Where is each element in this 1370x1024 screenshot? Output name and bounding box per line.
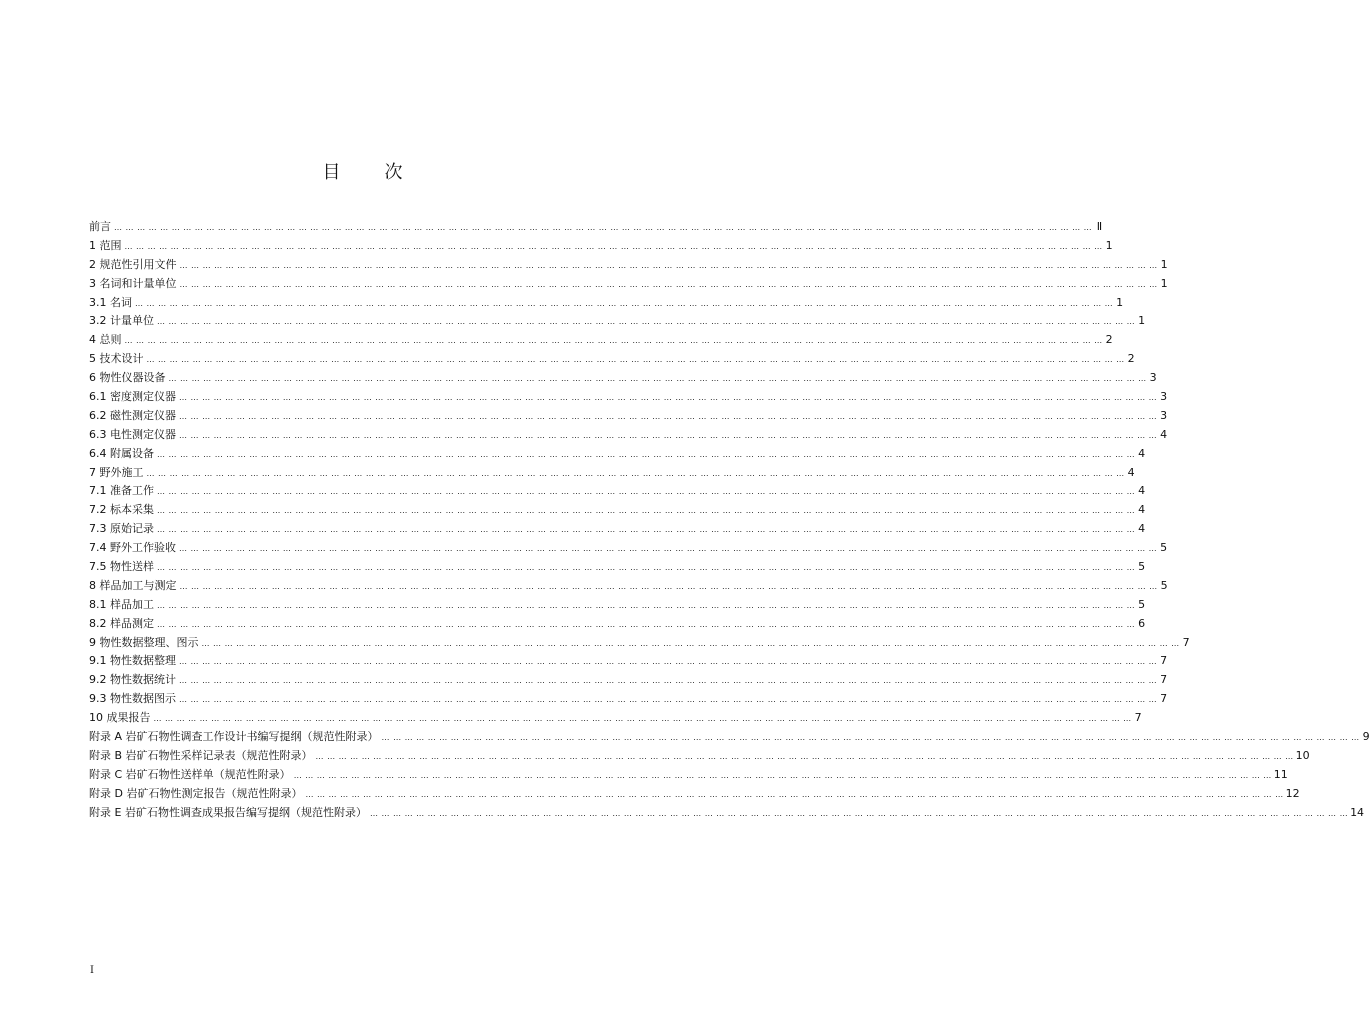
toc-entry[interactable]	[89, 671, 1168, 690]
toc-entry-page: 4	[1138, 503, 1146, 517]
toc-leader-dots: … … … … … … … … … … … … … … … … … … … … … … … … … … … … … … … … … … … … … … … … … … … … … … … … … … … … … … … … … … … … … … … … … … … … … … … … … … … … … … … … … … … … …	[179, 393, 1158, 403]
toc-entry-page: 1	[1160, 276, 1168, 290]
toc-entry-page: 7	[1160, 673, 1168, 687]
toc-leader-dots: … … … … … … … … … … … … … … … … … … … … … … … … … … … … … … … … … … … … … … … … … … … … … … … … … … … … … … … … … … … … … … … … … … … … … … … … … … … … … … … … … … … … …	[179, 544, 1158, 554]
title-char-right: 次	[384, 162, 403, 183]
toc-entry-page: 14	[1350, 805, 1365, 819]
toc-entry[interactable]	[89, 747, 1310, 766]
toc-leader-dots: … … … … … … … … … … … … … … … … … … … … … … … … … … … … … … … … … … … … … … … … … … … … … … … … … … … … … … … … … … … … … … … … … … … … … … … … … … … … … … … … … … … … …	[381, 733, 1360, 743]
toc-entry-page: 5	[1160, 541, 1168, 555]
toc-leader-dots: … … … … … … … … … … … … … … … … … … … … … … … … … … … … … … … … … … … … … … … … … … … … … … … … … … … … … … … … … … … … … … … … … … … … … … … … … … … … … … … … … … … … …	[179, 279, 1158, 289]
toc-leader-dots: … … … … … … … … … … … … … … … … … … … … … … … … … … … … … … … … … … … … … … … … … … … … … … … … … … … … … … … … … … … … … … … … … … … … … … … … … … … … … … … … … … … … …	[157, 317, 1136, 327]
toc-leader-dots: … … … … … … … … … … … … … … … … … … … … … … … … … … … … … … … … … … … … … … … … … … … … … … … … … … … … … … … … … … … … … … … … … … … … … … … … … … … … … … … … … … … … …	[157, 600, 1136, 610]
toc-entry-label: 9.2 物性数据统计	[89, 673, 176, 687]
toc-entry[interactable]	[89, 426, 1168, 445]
toc-entry[interactable]	[89, 558, 1146, 577]
toc-leader-dots: … … … … … … … … … … … … … … … … … … … … … … … … … … … … … … … … … … … … … … … … … … … … … … … … … … … … … … … … … … … … … … … … … … … … … … … … … … … … … … … … … … … … …	[157, 449, 1136, 459]
toc-entry[interactable]	[89, 634, 1190, 653]
toc-entry-page: 1	[1116, 295, 1124, 309]
toc-leader-dots: … … … … … … … … … … … … … … … … … … … … … … … … … … … … … … … … … … … … … … … … … … … … … … … … … … … … … … … … … … … … … … … … … … … … … … … … … … … … … … … … … … … … …	[179, 657, 1158, 667]
toc-entry[interactable]	[89, 331, 1113, 350]
toc-entry-page: Ⅱ	[1096, 220, 1103, 233]
toc-entry[interactable]	[89, 388, 1168, 407]
toc-entry[interactable]	[89, 275, 1168, 294]
toc-entry-page: 3	[1160, 408, 1168, 422]
toc-entry-page: 7	[1160, 654, 1168, 668]
toc-entry-page: 12	[1285, 786, 1300, 800]
toc-entry-label: 4 总则	[89, 333, 122, 347]
toc-entry-page: 3	[1149, 371, 1157, 385]
toc-leader-dots: … … … … … … … … … … … … … … … … … … … … … … … … … … … … … … … … … … … … … … … … … … … … … … … … … … … … … … … … … … … … … … … … … … … … … … … … … … … … … … … … … … … … …	[157, 487, 1136, 497]
toc-leader-dots: … … … … … … … … … … … … … … … … … … … … … … … … … … … … … … … … … … … … … … … … … … … … … … … … … … … … … … … … … … … … … … … … … … … … … … … … … … … … … … … … … … … … …	[153, 714, 1132, 724]
toc-entry-label: 8.1 样品加工	[89, 597, 154, 611]
toc-entry-label: 附录 B 岩矿石物性采样记录表（规范性附录）	[89, 748, 313, 762]
toc-leader-dots: … … … … … … … … … … … … … … … … … … … … … … … … … … … … … … … … … … … … … … … … … … … … … … … … … … … … … … … … … … … … … … … … … … … … … … … … … … … … … … … … … … … … …	[305, 789, 1284, 799]
page-title	[0, 158, 725, 184]
toc-leader-dots: … … … … … … … … … … … … … … … … … … … … … … … … … … … … … … … … … … … … … … … … … … … … … … … … … … … … … … … … … … … … … … … … … … … … … … … … … … … … … … … … … … … … …	[168, 374, 1147, 384]
toc-entry-label: 6 物性仪器设备	[89, 371, 166, 385]
toc-entry-page: 9	[1362, 730, 1370, 744]
toc-entry-page: 3	[1160, 390, 1168, 404]
toc-leader-dots: … … … … … … … … … … … … … … … … … … … … … … … … … … … … … … … … … … … … … … … … … … … … … … … … … … … … … … … … … … … … … … … … … … … … … … … … … … … … … … … … … … … … …	[157, 525, 1136, 535]
toc-entry[interactable]	[89, 785, 1300, 804]
toc-leader-dots: … … … … … … … … … … … … … … … … … … … … … … … … … … … … … … … … … … … … … … … … … … … … … … … … … … … … … … … … … … … … … … … … … … … … … … … … … … … … … … … … … … … … …	[201, 638, 1180, 648]
toc-entry-label: 7.2 标本采集	[89, 503, 154, 517]
toc-leader-dots: … … … … … … … … … … … … … … … … … … … … … … … … … … … … … … … … … … … … … … … … … … … … … … … … … … … … … … … … … … … … … … … … … … … … … … … … … … … … … … … … … … … … …	[157, 619, 1136, 629]
toc-leader-dots: … … … … … … … … … … … … … … … … … … … … … … … … … … … … … … … … … … … … … … … … … … … … … … … … … … … … … … … … … … … … … … … … … … … … … … … … … … … … … … … … … … … … …	[315, 751, 1294, 761]
toc-entry-label: 6.2 磁性测定仪器	[89, 408, 176, 422]
toc-entry[interactable]	[89, 369, 1157, 388]
toc-entry-label: 7.5 物性送样	[89, 560, 154, 574]
toc-entry[interactable]	[89, 312, 1146, 331]
toc-leader-dots: … … … … … … … … … … … … … … … … … … … … … … … … … … … … … … … … … … … … … … … … … … … … … … … … … … … … … … … … … … … … … … … … … … … … … … … … … … … … … … … … … … … … …	[114, 223, 1093, 232]
toc-entry[interactable]	[89, 539, 1168, 558]
toc-entry-label: 7.3 原始记录	[89, 522, 154, 536]
toc-entry-page: 5	[1160, 578, 1168, 592]
toc-entry-label: 7.4 野外工作验收	[89, 541, 176, 555]
toc-entry-label: 6.4 附属设备	[89, 446, 154, 460]
toc-leader-dots: … … … … … … … … … … … … … … … … … … … … … … … … … … … … … … … … … … … … … … … … … … … … … … … … … … … … … … … … … … … … … … … … … … … … … … … … … … … … … … … … … … … … …	[124, 336, 1103, 346]
toc-entry-label: 9.1 物性数据整理	[89, 654, 176, 668]
toc-entry[interactable]	[89, 256, 1168, 275]
toc-entry[interactable]	[89, 615, 1146, 634]
toc-entry[interactable]	[89, 690, 1168, 709]
toc-entry[interactable]	[89, 294, 1124, 313]
toc-leader-dots: … … … … … … … … … … … … … … … … … … … … … … … … … … … … … … … … … … … … … … … … … … … … … … … … … … … … … … … … … … … … … … … … … … … … … … … … … … … … … … … … … … … … …	[179, 411, 1158, 421]
toc-entry-label: 3.2 计量单位	[89, 314, 154, 328]
toc-entry-label: 6.3 电性测定仪器	[89, 427, 176, 441]
toc-leader-dots: … … … … … … … … … … … … … … … … … … … … … … … … … … … … … … … … … … … … … … … … … … … … … … … … … … … … … … … … … … … … … … … … … … … … … … … … … … … … … … … … … … … … …	[157, 563, 1136, 573]
toc-entry-page: 4	[1160, 427, 1168, 441]
toc-entry[interactable]	[89, 766, 1288, 785]
toc-leader-dots: … … … … … … … … … … … … … … … … … … … … … … … … … … … … … … … … … … … … … … … … … … … … … … … … … … … … … … … … … … … … … … … … … … … … … … … … … … … … … … … … … … … … …	[146, 468, 1125, 478]
toc-entry-label: 附录 C 岩矿石物性送样单（规范性附录）	[89, 767, 291, 781]
toc-entry-label: 附录 D 岩矿石物性测定报告（规范性附录）	[89, 786, 303, 800]
toc-entry[interactable]	[89, 407, 1168, 426]
toc-entry-page: 1	[1138, 314, 1146, 328]
toc-entry-page: 4	[1138, 522, 1146, 536]
toc-entry-page: 7	[1182, 635, 1190, 649]
toc-entry[interactable]	[89, 520, 1146, 539]
toc-entry[interactable]	[89, 804, 1365, 823]
toc-entry[interactable]	[89, 709, 1142, 728]
toc-entry-label: 10 成果报告	[89, 711, 151, 725]
toc-entry-label: 3.1 名词	[89, 295, 132, 309]
toc-entry-page: 7	[1134, 711, 1142, 725]
toc-entry-page: 5	[1138, 597, 1146, 611]
toc-entry[interactable]	[89, 728, 1370, 747]
toc-entry-page: 7	[1160, 692, 1168, 706]
toc-leader-dots: … … … … … … … … … … … … … … … … … … … … … … … … … … … … … … … … … … … … … … … … … … … … … … … … … … … … … … … … … … … … … … … … … … … … … … … … … … … … … … … … … … … … …	[179, 260, 1158, 270]
table-of-contents	[89, 218, 1370, 823]
toc-entry-label: 7 野外施工	[89, 465, 144, 479]
toc-entry-page: 11	[1273, 767, 1288, 781]
toc-entry-page: 1	[1105, 238, 1113, 252]
title-char-left: 目	[322, 162, 341, 183]
toc-entry[interactable]	[89, 577, 1168, 596]
toc-entry-label: 8.2 样品测定	[89, 616, 154, 630]
toc-leader-dots: … … … … … … … … … … … … … … … … … … … … … … … … … … … … … … … … … … … … … … … … … … … … … … … … … … … … … … … … … … … … … … … … … … … … … … … … … … … … … … … … … … … … …	[179, 581, 1158, 591]
toc-entry-page: 2	[1127, 352, 1135, 366]
toc-entry-page: 6	[1138, 616, 1146, 630]
toc-entry-label: 3 名词和计量单位	[89, 276, 177, 290]
toc-leader-dots: … … … … … … … … … … … … … … … … … … … … … … … … … … … … … … … … … … … … … … … … … … … … … … … … … … … … … … … … … … … … … … … … … … … … … … … … … … … … … … … … … … … … …	[146, 355, 1125, 365]
toc-leader-dots: … … … … … … … … … … … … … … … … … … … … … … … … … … … … … … … … … … … … … … … … … … … … … … … … … … … … … … … … … … … … … … … … … … … … … … … … … … … … … … … … … … … … …	[135, 298, 1114, 308]
toc-entry-page: 5	[1138, 560, 1146, 574]
toc-entry-label: 1 范围	[89, 238, 122, 252]
toc-entry-page: 4	[1138, 484, 1146, 498]
toc-entry[interactable]	[89, 350, 1135, 369]
toc-entry[interactable]	[89, 218, 1103, 237]
toc-leader-dots: … … … … … … … … … … … … … … … … … … … … … … … … … … … … … … … … … … … … … … … … … … … … … … … … … … … … … … … … … … … … … … … … … … … … … … … … … … … … … … … … … … … … …	[293, 770, 1272, 780]
toc-entry-label: 2 规范性引用文件	[89, 257, 177, 271]
toc-entry-label: 9 物性数据整理、图示	[89, 635, 199, 649]
toc-entry-page: 10	[1295, 748, 1310, 762]
toc-entry[interactable]	[89, 237, 1113, 256]
toc-entry-label: 7.1 准备工作	[89, 484, 154, 498]
toc-leader-dots: … … … … … … … … … … … … … … … … … … … … … … … … … … … … … … … … … … … … … … … … … … … … … … … … … … … … … … … … … … … … … … … … … … … … … … … … … … … … … … … … … … … … …	[124, 241, 1103, 251]
toc-entry-label: 附录 A 岩矿石物性调查工作设计书编写提纲（规范性附录）	[89, 730, 379, 744]
toc-entry-label: 6.1 密度测定仪器	[89, 390, 176, 404]
toc-entry-page: 4	[1127, 465, 1135, 479]
toc-entry[interactable]	[89, 445, 1146, 464]
toc-entry-label: 前言	[89, 220, 111, 233]
toc-entry[interactable]	[89, 501, 1146, 520]
toc-entry[interactable]	[89, 596, 1146, 615]
toc-entry-label: 附录 E 岩矿石物性调查成果报告编写提纲（规范性附录）	[89, 805, 367, 819]
toc-entry[interactable]	[89, 482, 1146, 501]
toc-leader-dots: … … … … … … … … … … … … … … … … … … … … … … … … … … … … … … … … … … … … … … … … … … … … … … … … … … … … … … … … … … … … … … … … … … … … … … … … … … … … … … … … … … … … …	[157, 506, 1136, 516]
toc-leader-dots: … … … … … … … … … … … … … … … … … … … … … … … … … … … … … … … … … … … … … … … … … … … … … … … … … … … … … … … … … … … … … … … … … … … … … … … … … … … … … … … … … … … … …	[179, 695, 1158, 705]
toc-entry-page: 4	[1138, 446, 1146, 460]
toc-entry-page: 1	[1160, 257, 1168, 271]
toc-entry[interactable]	[89, 652, 1168, 671]
toc-entry-label: 9.3 物性数据图示	[89, 692, 176, 706]
toc-entry-label: 5 技术设计	[89, 352, 144, 366]
toc-entry[interactable]	[89, 464, 1135, 483]
toc-leader-dots: … … … … … … … … … … … … … … … … … … … … … … … … … … … … … … … … … … … … … … … … … … … … … … … … … … … … … … … … … … … … … … … … … … … … … … … … … … … … … … … … … … … … …	[179, 676, 1158, 686]
toc-entry-page: 2	[1105, 333, 1113, 347]
toc-leader-dots: … … … … … … … … … … … … … … … … … … … … … … … … … … … … … … … … … … … … … … … … … … … … … … … … … … … … … … … … … … … … … … … … … … … … … … … … … … … … … … … … … … … … …	[369, 808, 1349, 818]
footer-page-number: I	[90, 965, 94, 976]
toc-leader-dots: … … … … … … … … … … … … … … … … … … … … … … … … … … … … … … … … … … … … … … … … … … … … … … … … … … … … … … … … … … … … … … … … … … … … … … … … … … … … … … … … … … … … …	[179, 430, 1158, 440]
toc-entry-label: 8 样品加工与测定	[89, 578, 177, 592]
